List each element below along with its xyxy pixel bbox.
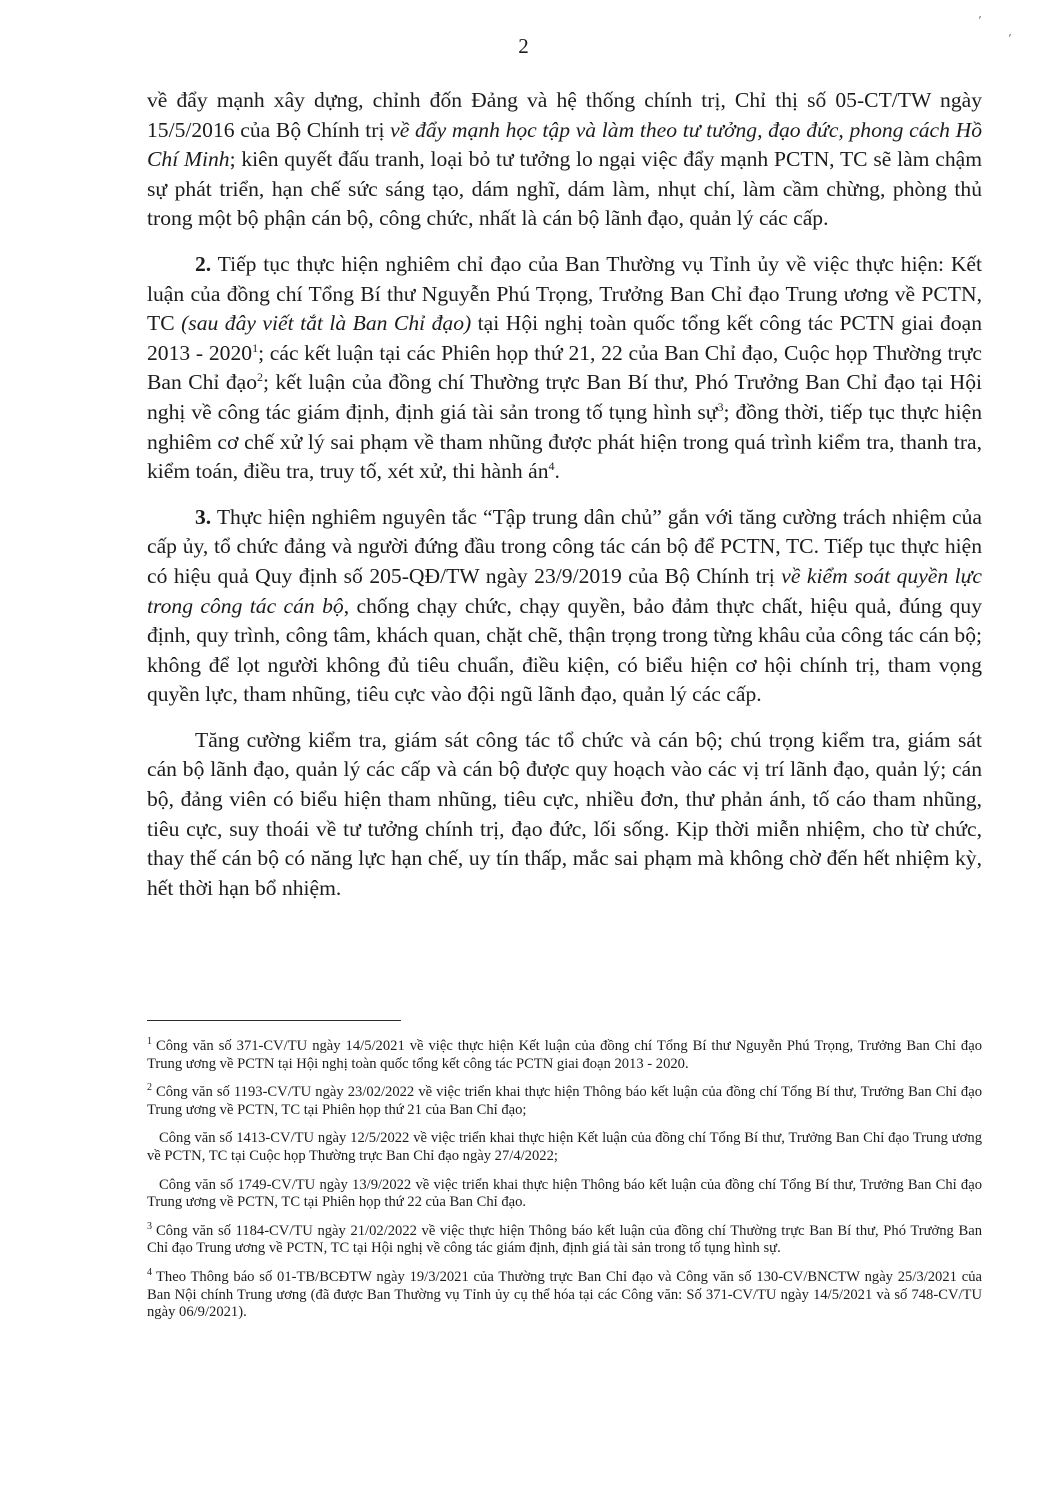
scan-speck: ’ xyxy=(1008,32,1012,46)
page-number: 2 xyxy=(518,34,529,58)
scan-speck: ’ xyxy=(978,14,982,28)
footnote-4: $^4$ Theo Thông báo số 01-TB/BCĐTW ngày 19/3/2021 của Thường trực Ban Chỉ đạo và Công văn số 130-CV/BNCTW ngày 25/3/2021 của Ban Nội chính Trung ương (đã được Ban Thường vụ Tỉnh ủy cụ thể hóa tại các Công văn: Số 371-CV/TU ngày 14/5/2021 và số 748-CV/TU ngày 06/9/2021). xyxy=(147,1267,982,1321)
footnote-separator xyxy=(147,1020,401,1021)
footnote-2: $^2$ Công văn số 1193-CV/TU ngày 23/02/2022 về việc triển khai thực hiện Thông báo kết luận của đồng chí Tổng Bí thư, Trưởng Ban Chỉ đạo Trung ương về PCTN, TC tại Phiên họp thứ 21 của Ban Chỉ đạo; xyxy=(147,1082,982,1118)
footnote-3: $^3$ Công văn số 1184-CV/TU ngày 21/02/2022 về việc thực hiện Thông báo kết luận của đồng chí Thường trực Ban Bí thư, Phó Trưởng Ban Chỉ đạo Trung ương về PCTN, TC tại Hội nghị về công tác giám định, định giá tài sản trong tố tụng hình sự. xyxy=(147,1220,982,1257)
footnotes xyxy=(147,1038,982,1333)
paragraph-4: Tăng cường kiểm tra, giám sát công tác tổ chức và cán bộ; chú trọng kiểm tra, giám sát cán bộ lãnh đạo, quản lý các cấp và cán bộ được quy hoạch vào các vị trí lãnh đạo, quản lý; cán bộ, đảng viên có biểu hiện tham nhũng, tiêu cực, nhiều đơn, thư phản ánh, tố cáo tham nhũng, tiêu cực, suy thoái về tư tưởng chính trị, đạo đức, lối sống. Kịp thời miễn nhiệm, cho từ chức, thay thế cán bộ có năng lực hạn chế, uy tín thấp, mắc sai phạm mà không chờ đến hết nhiệm kỳ, hết thời hạn bổ nhiệm. xyxy=(147,727,982,900)
document-body xyxy=(147,86,982,919)
item-number: 3. xyxy=(195,504,212,529)
paragraph-1: về đẩy mạnh xây dựng, chỉnh đốn Đảng và hệ thống chính trị, Chỉ thị số 05-CT/TW ngày 15/5/2016 của Bộ Chính trị về đẩy mạnh học tập và làm theo tư tưởng, đạo đức, phong cách Hồ Chí Minh; kiên quyết đấu tranh, loại bỏ tư tưởng lo ngại việc đẩy mạnh PCTN, TC sẽ làm chậm sự phát triển, hạn chế sức sáng tạo, dám nghĩ, dám làm, nhụt chí, làm cầm chừng, phòng thủ trong một bộ phận cán bộ, công chức, nhất là cán bộ lãnh đạo, quản lý các cấp. xyxy=(147,88,982,231)
footnote-2-continued: Công văn số 1413-CV/TU ngày 12/5/2022 về việc triển khai thực hiện Kết luận của đồng chí Tổng Bí thư, Trưởng Ban Chỉ đạo Trung ương về PCTN, TC tại Cuộc họp Thường trực Ban Chỉ đạo ngày 27/4/2022; xyxy=(147,1130,982,1164)
paragraph-3: 3. Thực hiện nghiêm nguyên tắc “Tập trung dân chủ” gắn với tăng cường trách nhiệm của cấp ủy, tổ chức đảng và người đứng đầu trong công tác cán bộ để PCTN, TC. Tiếp tục thực hiện có hiệu quả Quy định số 205-QĐ/TW ngày 23/9/2019 của Bộ Chính trị về kiểm soát quyền lực trong công tác cán bộ, chống chạy chức, chạy quyền, bảo đảm thực chất, hiệu quả, đúng quy định, quy trình, công tâm, khách quan, chặt chẽ, thận trọng trong từng khâu của công tác cán bộ; không để lọt người không đủ tiêu chuẩn, điều kiện, có biểu hiện cơ hội chính trị, tham vọng quyền lực, tham nhũng, tiêu cực vào đội ngũ lãnh đạo, quản lý các cấp. xyxy=(147,504,983,707)
footnote-2-continued: Công văn số 1749-CV/TU ngày 13/9/2022 về việc triển khai thực hiện Thông báo kết luận của đồng chí Tổng Bí thư, Trưởng Ban Chỉ đạo Trung ương về PCTN, TC tại Phiên họp thứ 22 của Ban Chỉ đạo. xyxy=(147,1176,982,1211)
footnote-ref: 3 xyxy=(717,399,724,414)
footnote-ref: 4 xyxy=(548,458,555,473)
footnote-ref: 1 xyxy=(252,340,259,355)
item-number: 2. xyxy=(195,251,212,276)
footnote-ref: 2 xyxy=(257,370,264,385)
footnote-1: $^1$ Công văn số 371-CV/TU ngày 14/5/2021 về việc thực hiện Kết luận của đồng chí Tổng Bí thư Nguyễn Phú Trọng, Trưởng Ban Chỉ đạo Trung ương về PCTN tại Hội nghị toàn quốc tổng kết công tác PCTN giai đoạn 2013 - 2020. xyxy=(147,1036,982,1072)
paragraph-2: 2. Tiếp tục thực hiện nghiêm chỉ đạo của Ban Thường vụ Tỉnh ủy về việc thực hiện: Kết luận của đồng chí Tổng Bí thư Nguyễn Phú Trọng, Trưởng Ban Chỉ đạo Trung ương về PCTN, TC (sau đây viết tắt là Ban Chỉ đạo) tại Hội nghị toàn quốc tổng kết công tác PCTN giai đoạn 2013 - 2020$^1$; các kết luận tại các Phiên họp thứ 21, 22 của Ban Chỉ đạo, Cuộc họp Thường trực Ban Chỉ đạo$^2$; kết luận của đồng chí Thường trực Ban Bí thư, Phó Trưởng Ban Chỉ đạo tại Hội nghị về công tác giám định, định giá tài sản trong tố tụng hình sự$^3$; đồng thời, tiếp tục thực hiện nghiêm cơ chế xử lý sai phạm về tham nhũng được phát hiện trong quá trình kiểm tra, thanh tra, kiểm toán, điều tra, truy tố, xét xử, thi hành $án^4$. xyxy=(147,251,983,484)
